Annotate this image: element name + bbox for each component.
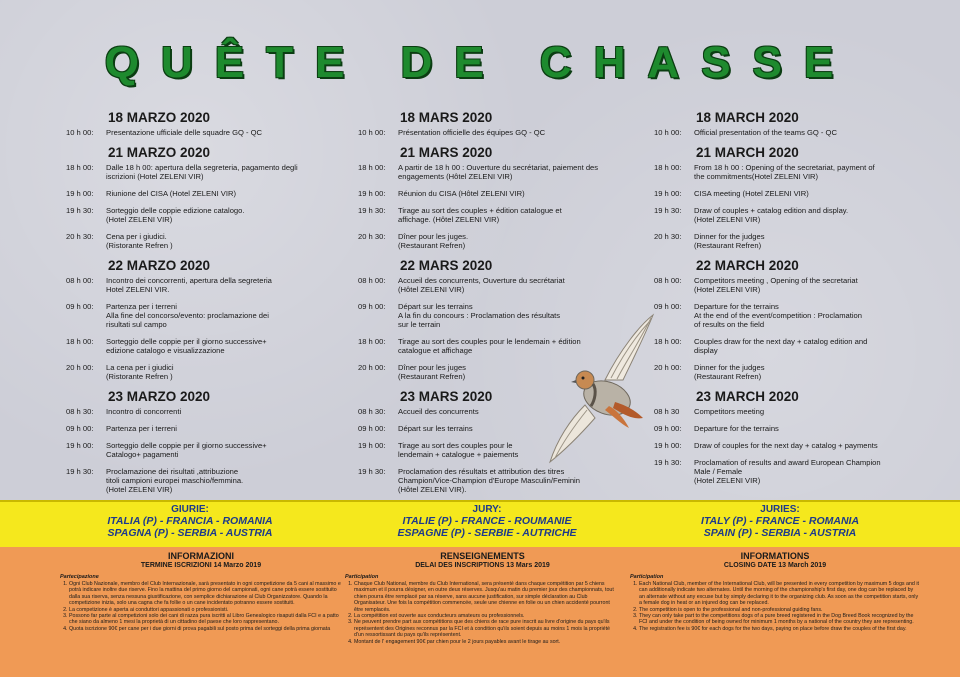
info-item: 4. The registration fee is 90€ for each dogs for the two days, paying on place before draw the couples of the first day. — [639, 626, 920, 632]
event-description: Dîner pour les juges (Restaurant Refren) — [398, 363, 466, 381]
event-time: 10 h 00: — [358, 128, 386, 137]
info-label: Participation — [630, 574, 664, 580]
jury-line: SPAIN (P) - SERBIA - AUSTRIA — [703, 527, 857, 539]
event-time: 19 h 00: — [66, 189, 94, 198]
day-date: 23 MARCH 2020 — [696, 389, 799, 404]
event-description: Sorteggio delle coppie per il giorno successive+ edizione catalogo e visualizzazione — [106, 337, 267, 355]
info-item: 1. Ogni Club Nazionale, membro del Club Internazionale, sarà presentato in ogni competizione da 5 cani al massimo e potrà indicare inoltre due riserve. Fino la mattina del primo giorno del campionati, ogni cane potrà essere sostituito dalla sua riserva, senza nessuna giustificazione, con semplice dichiarazione al Club Organizzatore. Quando la competizione inizia, solo una cagna che fa follie o un cane incidentato potranno essere sostituiti. — [69, 581, 342, 607]
event-time: 20 h 30: — [654, 232, 682, 241]
event-time: 19 h 30: — [654, 458, 682, 467]
event-description: Incontro di concorrenti — [106, 407, 182, 416]
jury-band — [0, 500, 960, 549]
day-date: 22 MARS 2020 — [400, 258, 493, 273]
info-list — [630, 581, 920, 632]
schedule-event — [648, 163, 918, 181]
info-item: 2. La competizione è aperta ai conduttori appassionati o professionisti. — [69, 607, 342, 613]
schedule-event — [648, 128, 918, 137]
schedule-day — [352, 145, 612, 250]
info-title: RENSEIGNEMENTS — [440, 551, 525, 561]
event-description: Proclamazione dei risultati ,attribuzione titoli campioni europei maschio/femmina. (Hotel ZELENI VIR) — [106, 467, 244, 494]
info-french — [345, 551, 620, 645]
event-time: 20 h 00: — [66, 363, 94, 372]
jury-english — [640, 504, 920, 539]
event-time: 09 h 00: — [654, 424, 682, 433]
info-subtitle: CLOSING DATE 13 March 2019 — [723, 562, 827, 569]
event-time: 08 h 00: — [358, 276, 386, 285]
info-item: 4. Quota iscrizione 90€ per cane per i due giorni di prova pagabili sul posto prima del sorteggi della prima giornata — [69, 626, 342, 632]
event-time: 10 h 00: — [66, 128, 94, 137]
event-time: 18 h 00: — [66, 163, 94, 172]
event-time: 10 h 00: — [654, 128, 682, 137]
day-date: 21 MARZO 2020 — [108, 145, 211, 160]
info-subtitle: DELAI DES INSCRIPTIONS 13 Mars 2019 — [415, 562, 550, 569]
schedule-event — [60, 363, 310, 381]
info-label: Participation — [345, 574, 379, 580]
jury-line: SPAGNA (P) - SERBIA - AUSTRIA — [107, 527, 273, 539]
jury-line: ITALY (P) - FRANCE - ROMANIA — [700, 515, 860, 527]
schedule-event — [60, 441, 310, 459]
event-time: 19 h 00: — [654, 189, 682, 198]
event-description: A partir de 18 h 00 : Ouverture du secrétariat, paiement des engagements (Hôtel ZELENI VIR) — [398, 163, 599, 181]
info-title: INFORMATIONS — [740, 551, 810, 561]
event-time: 19 h 00: — [358, 189, 386, 198]
schedule-event — [648, 407, 918, 416]
partridge-illustration — [545, 310, 660, 470]
schedule-event — [352, 163, 612, 181]
info-band — [0, 547, 960, 677]
event-description: Partenza per i terreni — [106, 424, 177, 433]
event-time: 18 h 00: — [358, 337, 386, 346]
info-item: 3. They can only take part to the competitions dogs of a pure breed registered in the Dog Breed Book recognized by the FCI and under the condition of being owned for minimum 1 months by a national of the country they are representing. — [639, 613, 920, 626]
event-description: Dalle 18 h 00: apertura della segreteria, pagamento degli iscrizioni (Hotel ZELENI VIR) — [106, 163, 298, 181]
jury-title: GIURIE: — [171, 504, 209, 515]
schedule-event — [648, 441, 918, 450]
schedule-event — [648, 189, 918, 198]
info-item: 2. The competition is open to the professional and non-professional guiding fans. — [639, 607, 920, 613]
event-description: Riunione del CISA (Hotel ZELENI VIR) — [106, 189, 236, 198]
event-time: 18 h 00: — [654, 163, 682, 172]
schedule-event — [60, 206, 310, 224]
event-description: Dîner pour les juges. (Restaurant Refren) — [398, 232, 469, 250]
schedule-event — [648, 232, 918, 250]
event-description: CISA meeting (Hotel ZELENI VIR) — [694, 189, 809, 198]
schedule-day — [648, 110, 918, 137]
schedule-event — [352, 128, 612, 137]
schedule-event — [352, 467, 612, 494]
event-description: Tirage au sort des couples pour le lendemain + édition catalogue et affichage — [398, 337, 581, 355]
event-description: Competitors meeting , Opening of the secretariat (Hotel ZELENI VIR) — [694, 276, 858, 294]
event-description: Réunion du CISA (Hôtel ZELENI VIR) — [398, 189, 525, 198]
event-description: Departure for the terrains — [694, 424, 779, 433]
schedule-event — [352, 189, 612, 198]
schedule-event — [60, 424, 310, 433]
event-description: Dinner for the judges (Restaurant Refren) — [694, 232, 765, 250]
day-date: 22 MARZO 2020 — [108, 258, 211, 273]
info-list — [345, 581, 620, 645]
schedule-event — [60, 189, 310, 198]
event-description: Départ sur les terrains A la fin du concours : Proclamation des résultats sur le terrain — [398, 302, 561, 329]
jury-title: JURIES: — [760, 504, 800, 515]
info-item: 3. Ne peuvent prendre part aux compétitions que des chiens de race pure inscrit au livre d'origine du pays qu'ils représentent des Origines reconnus par la FCI et à condition qu'ils soient depuis au moins 1 mois la propriété d'un ressortissant du pays qu'ils représentent. — [354, 619, 620, 638]
schedule-event — [648, 458, 918, 485]
schedule-day — [60, 145, 310, 250]
schedule-event — [60, 337, 310, 355]
event-time: 08 h 30 — [654, 407, 680, 416]
event-description: Draw of couples for the next day + catalog + payments — [694, 441, 878, 450]
info-item: 2. La compétition est ouverte aux conducteurs amateurs ou professionnels. — [354, 613, 620, 619]
event-time: 20 h 00: — [358, 363, 386, 372]
event-description: Official presentation of the teams GQ - QC — [694, 128, 837, 137]
event-time: 19 h 30: — [66, 206, 94, 215]
info-label: Partecipazione — [60, 574, 99, 580]
event-time: 19 h 30: — [358, 206, 386, 215]
schedule-day — [648, 145, 918, 250]
event-time: 09 h 00: — [358, 302, 386, 311]
jury-french — [352, 504, 622, 539]
event-description: Sorteggio delle coppie per il giorno successive+ Catalogo+ pagamenti — [106, 441, 267, 459]
schedule-event — [648, 206, 918, 224]
info-list — [60, 581, 342, 632]
event-description: Competitors meeting — [694, 407, 765, 416]
schedule-event — [648, 302, 918, 329]
schedule-event — [648, 363, 918, 381]
day-date: 23 MARZO 2020 — [108, 389, 211, 404]
event-description: Présentation officielle des équipes GQ - QC — [398, 128, 546, 137]
event-title: QUÊTE DE CHASSE — [104, 38, 856, 87]
event-time: 09 h 00: — [358, 424, 386, 433]
info-item: 3. Possono far parte al competizioni solo dei cani di razza pura iscritti al Libro Genealogico risaputi dalla FCI e a patto che siano da almeno 1 mesi la proprietà di un cittadino del paese che loro rappresentano. — [69, 613, 342, 626]
schedule-day — [60, 258, 310, 381]
event-time: 08 h 30: — [358, 407, 386, 416]
event-description: Accueil des concurrents, Ouverture du secrétariat (Hôtel ZELENI VIR) — [398, 276, 565, 294]
event-description: Sorteggio delle coppie edizione catalogo. (Hotel ZELENI VIR) — [106, 206, 245, 224]
event-description: Départ sur les terrains — [398, 424, 473, 433]
schedule-day — [648, 258, 918, 381]
schedule-event — [60, 128, 310, 137]
event-time: 09 h 00: — [66, 424, 94, 433]
event-description: Proclamation des résultats et attribution des titres Champion/Vice-Champion d'Europe Masculin/Feminin (Hôtel ZELENI VIR). — [398, 467, 580, 494]
event-time: 20 h 30: — [66, 232, 94, 241]
event-time: 20 h 00: — [654, 363, 682, 372]
jury-italian — [60, 504, 320, 539]
schedule-day — [60, 110, 310, 137]
event-description: Proclamation of results and award European Champion Male / Female (Hotel ZELENI VIR) — [694, 458, 881, 485]
event-time: 09 h 00: — [654, 302, 682, 311]
day-date: 22 MARCH 2020 — [696, 258, 799, 273]
schedule-event — [648, 337, 918, 355]
event-time: 19 h 00: — [358, 441, 386, 450]
jury-line: ITALIA (P) - FRANCIA - ROMANIA — [107, 515, 273, 527]
info-english — [630, 551, 920, 632]
schedule-event — [648, 276, 918, 294]
event-time: 19 h 00: — [66, 441, 94, 450]
event-time: 19 h 00: — [654, 441, 682, 450]
event-time: 09 h 00: — [66, 302, 94, 311]
schedule-event — [352, 232, 612, 250]
jury-line: ESPAGNE (P) - SERBIE - AUTRICHE — [397, 527, 577, 539]
schedule-event — [60, 163, 310, 181]
schedule-event — [648, 424, 918, 433]
day-date: 23 MARS 2020 — [400, 389, 493, 404]
event-time: 19 h 30: — [66, 467, 94, 476]
schedule-day — [60, 389, 310, 494]
event-time: 08 h 00: — [654, 276, 682, 285]
info-subtitle: TERMINE ISCRIZIONI 14 Marzo 2019 — [140, 562, 262, 569]
schedule-event — [60, 302, 310, 329]
event-time: 19 h 30: — [654, 206, 682, 215]
event-time: 18 h 00: — [66, 337, 94, 346]
event-description: Draw of couples + catalog edition and display. (Hotel ZELENI VIR) — [694, 206, 849, 224]
schedule-event — [352, 276, 612, 294]
schedule-event — [60, 407, 310, 416]
jury-line: ITALIE (P) - FRANCE - ROUMANIE — [402, 515, 572, 527]
event-time: 08 h 30: — [66, 407, 94, 416]
event-description: Accueil des concurrents — [398, 407, 479, 416]
event-description: Departure for the terrains At the end of the event/competition : Proclamation of results on the field — [694, 302, 863, 329]
event-description: Dinner for the judges (Restaurant Refren) — [694, 363, 765, 381]
schedule-event — [60, 232, 310, 250]
info-italian — [60, 551, 342, 632]
event-time: 19 h 30: — [358, 467, 386, 476]
event-description: Presentazione ufficiale delle squadre GQ - QC — [106, 128, 263, 137]
event-description: Couples draw for the next day + catalog edition and display — [694, 337, 868, 355]
schedule-column-italian — [60, 110, 310, 502]
event-time: 18 h 00: — [654, 337, 682, 346]
info-item: 1. Each National Club, member of the International Club, will be presented in every competition by maximum 5 dogs and it can additionally indicate two alternates. Until the morning of the championship's first day, one dog can be replaced by an alternate without any excuse but by simply declaring it to the organizing club. As soon as the competition starts, only a female dog in heat or an injured dog can be replaced. — [639, 581, 920, 607]
info-title: INFORMAZIONI — [168, 551, 234, 561]
day-date: 21 MARS 2020 — [400, 145, 493, 160]
info-item: 1. Chaque Club National, membre du Club International, sera présenté dans chaque compétition par 5 chiens maximum et il pourra désigner, en outre deux réserves. Jusqu'au matin du premier jour des championnats, tout chien pourra être remplacé par sa réserve, sans aucune justification, sur simple déclaration au Club Organisateur. Une fois la compétition commencée, seule une chienne en folie ou un chien accidenté pourront être remplacés. — [354, 581, 620, 613]
day-date: 18 MARCH 2020 — [696, 110, 799, 125]
event-time: 20 h 30: — [358, 232, 386, 241]
schedule-event — [60, 276, 310, 294]
info-item: 4. Montant de l' engagement 90€ par chien pour le 2 jours payables avant le tirage au sort. — [354, 639, 620, 645]
event-description: Partenza per i terreni Alla fine del concorso/evento: proclamazione dei risultati sul campo — [106, 302, 269, 329]
schedule-event — [352, 206, 612, 224]
event-description: Cena per i giudici. (Ristorante Refren ) — [106, 232, 173, 250]
day-date: 21 MARCH 2020 — [696, 145, 799, 160]
schedule-event — [60, 467, 310, 494]
jury-title: JURY: — [472, 504, 502, 515]
event-description: From 18 h 00 : Opening of the secretariat, payment of the commitments(Hotel ZELENI VIR) — [694, 163, 875, 181]
event-description: La cena per i giudici (Ristorante Refren ) — [106, 363, 174, 381]
event-description: Tirage au sort des couples pour le lendemain + catalogue + paiements — [398, 441, 519, 459]
schedule-column-english — [648, 110, 918, 493]
schedule-day — [352, 110, 612, 137]
event-description: Tirage au sort des couples + édition catalogue et affichage. (Hôtel ZELENI VIR) — [398, 206, 562, 224]
event-description: Incontro dei concorrenti, apertura della segreteria Hotel ZELENI VIR. — [106, 276, 272, 294]
day-date: 18 MARS 2020 — [400, 110, 493, 125]
event-time: 18 h 00: — [358, 163, 386, 172]
day-date: 18 MARZO 2020 — [108, 110, 211, 125]
schedule-day — [648, 389, 918, 485]
event-time: 08 h 00: — [66, 276, 94, 285]
